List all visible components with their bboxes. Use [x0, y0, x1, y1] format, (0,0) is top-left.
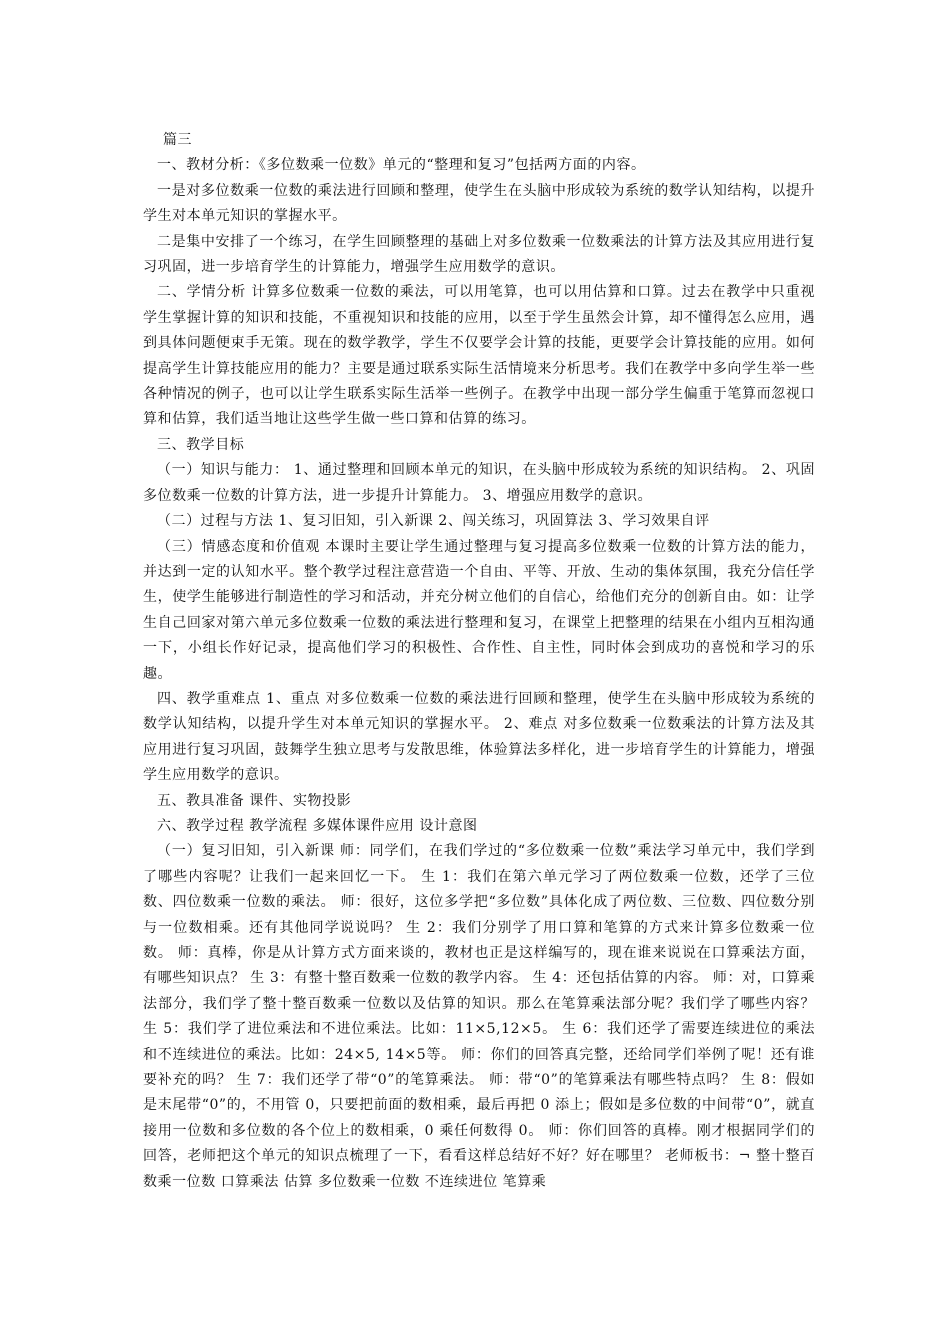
paragraph-teaching-goals-heading: 三、教学目标 — [157, 436, 245, 453]
paragraph-student-analysis: 二、学情分析 计算多位数乘一位数的乘法，可以用笔算，也可以用估算和口算。过去在教学中只重视学生掌握计算的知识和技能，不重视知识和技能的应用，以至于学生虽然会计算，却不懂得怎么应用，遇到具体问题便束手无策。现在的数学教学，学生不仅要学会计算的技能，更要学会计算技能的应用。如何提高学生计算技能应用的能力？主要是通过联系实际生活情境来分析思考。我们在教学中多向学生举一些各种情况的例子，也可以让学生联系实际生活举一些例子。在教学中出现一部分学生偏重于笔算而忽视口算和估算，我们适当地让这些学生做一些口算和估算的练习。 — [143, 284, 815, 428]
paragraph-knowledge-ability: （一）知识与能力： 1、通过整理和回顾本单元的知识，在头脑中形成较为系统的知识结构。 2、巩固多位数乘一位数的计算方法，进一步提升计算能力。 3、增强应用数学的意识。 — [143, 462, 815, 504]
paragraph-teaching-aids: 五、教具准备 课件、实物投影 — [157, 792, 352, 809]
paragraph-second-aspect: 二是集中安排了一个练习，在学生回顾整理的基础上对多位数乘一位数乘法的计算方法及其应用进行复习巩固，进一步培育学生的计算能力，增强学生应用数学的意识。 — [143, 233, 815, 276]
paragraph-attitude-values: （三）情感态度和价值观 本课时主要让学生通过整理与复习提高多位数乘一位数的计算方法的能力，并达到一定的认知水平。整个教学过程注意营造一个自由、平等、开放、生动的集体氛围，我充分信任学生，使学生能够进行制造性的学习和活动，并充分树立他们的自信心，给他们充分的创新自由。如：让学生自己回家对第六单元多位数乘一位数的乘法进行整理和复习，在课堂上把整理的结果在小组内互相沟通一下，小组长作好记录，提高他们学习的积极性、合作性、自主性，同时体会到成功的喜悦和学习的乐趣。 — [143, 538, 815, 682]
paragraph-process-method: （二）过程与方法 1、复习旧知，引入新课 2、闯关练习，巩固算法 3、学习效果自评 — [157, 513, 710, 530]
paragraph-first-aspect: 一是对多位数乘一位数的乘法进行回顾和整理，使学生在头脑中形成较为系统的数学认知结构，以提升学生对本单元知识的掌握水平。 — [143, 182, 815, 225]
paragraph-key-difficult-points: 四、教学重难点 1、重点 对多位数乘一位数的乘法进行回顾和整理，使学生在头脑中形成较为系统的数学认知结构，以提升学生对本单元知识的掌握水平。 2、难点 对多位数乘一位数乘法的计算方法及其应用进行复习巩固，鼓舞学生独立思考与发散思维，体验算法多样化，进一步培育学生的计算能力，增强学生应用数学的意识。 — [143, 690, 815, 784]
paragraph-textbook-analysis: 一、教材分析：《多位数乘一位数》单元的“整理和复习”包括两方面的内容。 — [157, 157, 646, 174]
paragraph-teaching-process: 六、教学过程 教学流程 多媒体课件应用 设计意图 — [157, 817, 478, 834]
paragraph-review-dialogue: （一）复习旧知，引入新课 师：同学们，在我们学过的“多位数乘一位数”乘法学习单元中，我们学到了哪些内容呢？让我们一起来回忆一下。 生 1：我们在第六单元学习了两位数乘一位数，还学了三位数、四位数乘一位数的乘法。 师：很好，这位多学把“多位数”具体化成了两位数、三位数、四位数分别与一位数相乘。还有其他同学说说吗？ 生 2：我们分别学了用口算和笔算的方式来计算多位数乘一位数。 师：真棒，你是从计算方式方面来谈的，教材也正是这样编写的，现在谁来说说在口算乘法方面，有哪些知识点？ 生 3：有整十整百数乘一位数的教学内容。 生 4：还包括估算的内容。 师：对，口算乘法部分，我们学了整十整百数乘一位数以及估算的知识。那么在笔算乘法部分呢？我们学了哪些内容？ 生 5：我们学了进位乘法和不进位乘法。比如：11×5,12×5。 生 6：我们还学了需要连续进位的乘法和不连续进位的乘法。比如：24×5, 14×5等。 师：你们的回答真完整，还给同学们举例了呢！还有谁要补充的吗？ 生 7：我们还学了带“0”的笔算乘法。 师：带“0”的笔算乘法有哪些特点吗？ 生 8：假如是末尾带“0”的，不用管 0，只要把前面的数相乘，最后再把 0 添上；假如是多位数的中间带“0”，就直接用一位数和多位数的各个位上的数相乘，0 乘任何数得 0。 师：你们回答的真棒。刚才根据同学们的回答，老师把这个单元的知识点梳理了一下，看看这样总结好不好？好在哪里？ 老师板书：¬ 整十整百数乘一位数 口算乘法 估算 多位数乘一位数 不连续进位 笔算乘 — [143, 843, 815, 1190]
document-heading: 篇三 — [163, 132, 193, 148]
document-body — [143, 128, 815, 1195]
